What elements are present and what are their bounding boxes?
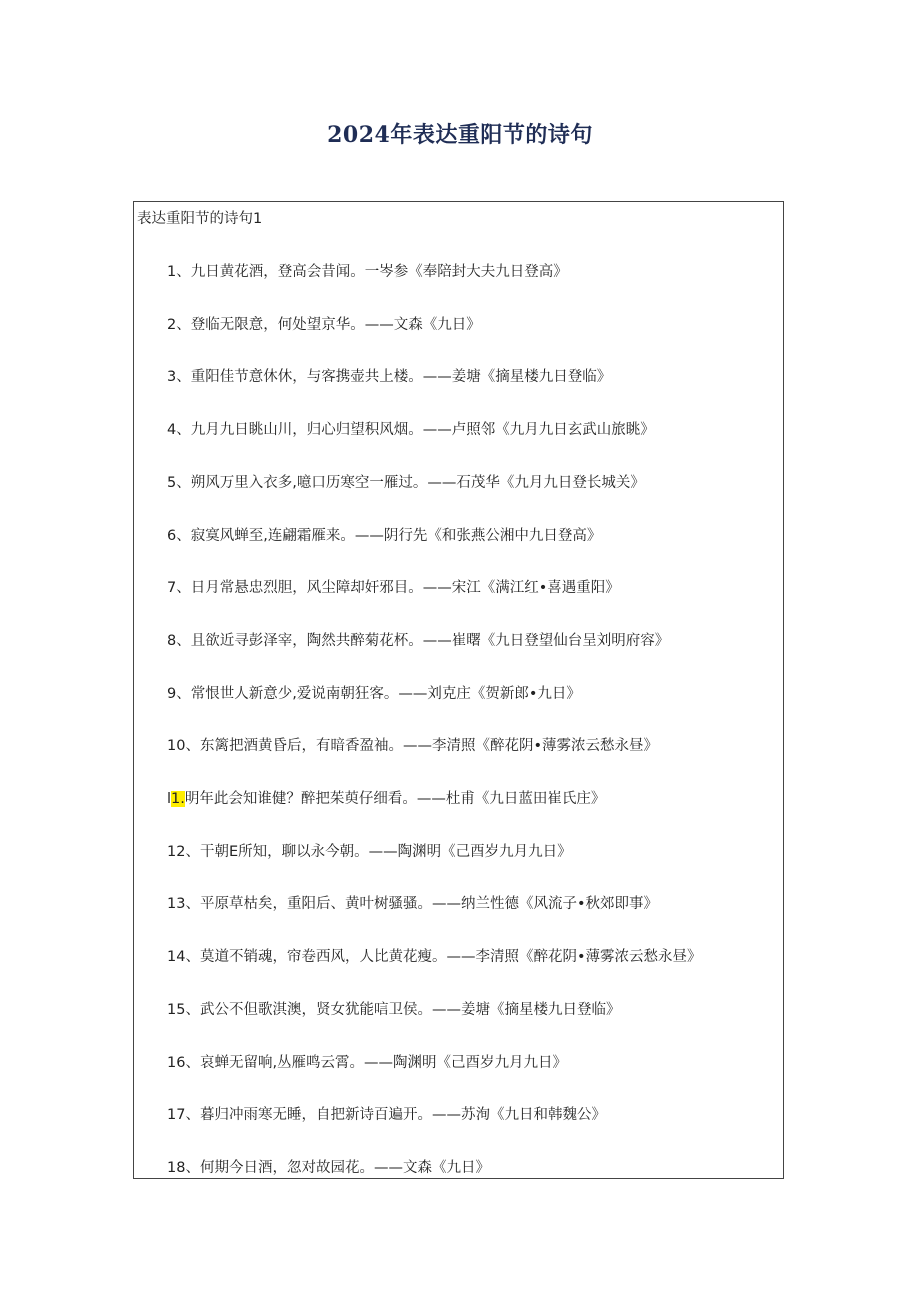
poem-line-number-prefix: l	[167, 791, 172, 807]
poem-line-number: 18、	[167, 1159, 200, 1176]
poem-line	[167, 365, 611, 386]
highlighted-line-number: 1.	[171, 791, 185, 807]
poem-line	[167, 313, 481, 334]
poem-line-number: 16、	[167, 1054, 200, 1071]
content-box	[133, 201, 784, 1179]
poem-line	[167, 840, 572, 861]
poem-line-text: 九月九日眺山川，归心归望积风烟。——卢照邻《九月九日玄武山旅眺》	[190, 422, 655, 439]
poem-line	[167, 471, 645, 492]
poem-line	[167, 787, 605, 808]
poem-line-text: 日月常悬忠烈胆，风尘障却奸邪目。——宋江《满江红•喜遇重阳》	[190, 580, 620, 597]
poem-line-text: 明年此会知谁健？醉把茱萸仔细看。——杜甫《九日蓝田崔氏庄》	[184, 791, 606, 807]
poem-line	[167, 734, 658, 755]
poem-line	[167, 1103, 606, 1124]
poem-line-number: 6、	[167, 527, 191, 544]
poem-line-number: 7、	[167, 580, 191, 597]
poem-line-number: 8、	[167, 632, 191, 649]
poem-line	[167, 418, 655, 439]
poem-line-text: 常恨世人新意少,爱说南朝狂客。——刘克庄《贺新郎•九日》	[190, 685, 581, 702]
poem-line-number: 9、	[167, 685, 191, 702]
poem-line-text: 寂寞风蝉至,连翩霜雁来。——阴行先《和张燕公湘中九日登高》	[190, 527, 602, 544]
poem-line	[167, 892, 658, 913]
poem-line-text: 何期今日酒，忽对故园花。——文森《九日》	[199, 1159, 490, 1176]
poem-line-number: 14、	[167, 949, 200, 966]
poem-line-text: 平原草枯矣，重阳后、黄叶树骚骚。——纳兰性德《风流子•秋郊即事》	[199, 896, 659, 913]
poem-line-number: 15、	[167, 1001, 200, 1018]
section-heading: 表达重阳节的诗句1	[137, 211, 263, 227]
poem-line	[167, 576, 620, 597]
poem-line	[167, 682, 581, 703]
poem-line	[167, 629, 669, 650]
poem-line-text: 莫道不销魂，帘卷西风，人比黄花瘦。——李清照《醉花阴•薄雾浓云愁永昼》	[199, 949, 702, 966]
poem-line	[167, 998, 620, 1019]
poem-line-list	[167, 202, 779, 1178]
document-title: 2024年表达重阳节的诗句	[327, 122, 593, 148]
poem-line-number: 5、	[167, 474, 191, 491]
poem-line-text: 登临无限意，何处望京华。——文森《九日》	[190, 316, 481, 333]
poem-line-number: 17、	[167, 1107, 200, 1124]
poem-line	[167, 260, 568, 281]
poem-line	[167, 1051, 567, 1072]
poem-line-text: 武公不但歌淇澳，贤女犹能唁卫侯。——姜塘《摘星楼九日登临》	[199, 1001, 621, 1018]
poem-line-text: 哀蝉无留响,丛雁鸣云霄。——陶渊明《己酉岁九月九日》	[199, 1054, 568, 1071]
poem-line-text: 东篱把酒黄昏后，有暗香盈袖。——李清照《醉花阴•薄雾浓云愁永昼》	[199, 738, 659, 755]
poem-line-text: 九日黄花酒，登高会昔闻。一岑参《奉陪封大夫九日登高》	[190, 264, 568, 280]
poem-line	[167, 1156, 490, 1177]
poem-line-number: 3、	[167, 369, 191, 386]
poem-line-text: 且欲近寻彭泽宰，陶然共醉菊花杯。——崔曙《九日登望仙台呈刘明府容》	[190, 632, 670, 649]
poem-line-text: 暮归冲雨寒无睡，自把新诗百遍开。——苏洵《九日和韩魏公》	[199, 1107, 606, 1124]
poem-line-number: 4、	[167, 422, 191, 439]
poem-line-text: 干朝E所知，聊以永今朝。——陶渊明《己酉岁九月九日》	[199, 843, 572, 860]
poem-line-number: 12、	[167, 843, 200, 860]
poem-line-number: 10、	[167, 738, 200, 755]
poem-line-number: 2、	[167, 316, 191, 333]
poem-line-text: 朔风万里入衣多,噫口历寒空一雁过。——石茂华《九月九日登长城关》	[190, 474, 645, 491]
poem-line-number: 1、	[167, 264, 191, 280]
poem-line	[167, 945, 702, 966]
poem-line	[167, 524, 601, 545]
poem-line-number: 13、	[167, 896, 200, 913]
poem-line-text: 重阳佳节意休休，与客携壶共上楼。——姜塘《摘星楼九日登临》	[190, 369, 612, 386]
